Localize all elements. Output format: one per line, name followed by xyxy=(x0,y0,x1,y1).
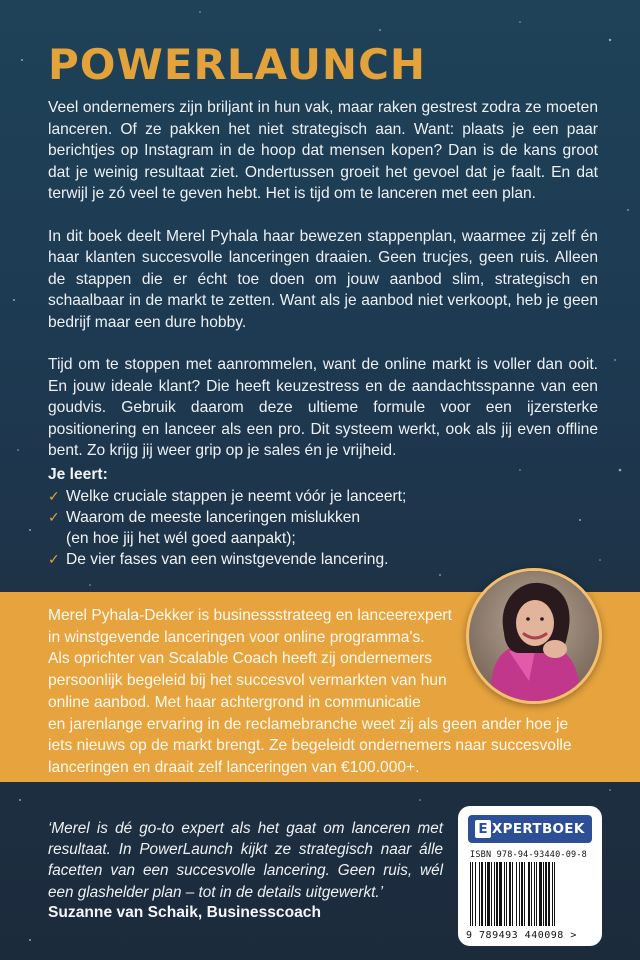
book-title: POWERLAUNCH xyxy=(48,40,427,89)
bio-line: Merel Pyhala-Dekker is businessstrateeg en lanceerexpert xyxy=(48,607,452,624)
logo-text: XPERTBOEK xyxy=(491,821,585,837)
check-icon: ✓ xyxy=(48,488,60,504)
list-item xyxy=(48,507,598,549)
list-item-text: De vier fases van een winstgevende lancering. xyxy=(66,551,389,568)
barcode-digits: 9 789493 440098 > xyxy=(466,930,577,941)
barcode xyxy=(468,862,592,928)
bio-line: Als oprichter van Scalable Coach heeft zij ondernemers xyxy=(48,650,432,668)
bio-line: iets nieuws op de markt brengt. Ze begeleidt ondernemers naar succesvolle xyxy=(48,737,572,755)
testimonial-author: Suzanne van Schaik, Businesscoach xyxy=(48,904,321,921)
check-icon: ✓ xyxy=(48,509,60,525)
check-icon: ✓ xyxy=(48,551,60,567)
isbn-label: ISBN 978-94-93440-09-8 xyxy=(470,850,587,860)
list-item-subtext: (en hoe jij het wél goed aanpakt); xyxy=(66,530,296,547)
bio-line: en jarenlange ervaring in de reclamebranche weet zij als geen ander hoe je xyxy=(48,715,569,733)
learn-section xyxy=(48,464,598,570)
description xyxy=(48,97,598,483)
list-item-text: Waarom de meeste lanceringen mislukken xyxy=(66,509,361,526)
bio-line: in winstgevende lanceringen voor online programma's. xyxy=(48,628,425,646)
logo-mark: E xyxy=(475,820,491,838)
publisher-logo xyxy=(468,815,592,843)
list-item xyxy=(48,549,598,570)
learn-list xyxy=(48,486,598,570)
bio-line: online aanbod. Met haar achtergrond in communicatie xyxy=(48,693,421,711)
testimonial-quote: ‘Merel is dé go-to expert als het gaat om lanceren met resultaat. In PowerLaunch kijkt ze strategisch naar álle facetten van een succesvolle lancering. Geen ruis, wél een glashelder plan – tot in de details uitgewerkt.’ xyxy=(48,820,443,901)
isbn-panel xyxy=(458,806,602,946)
paragraph: Tijd om te stoppen met aanrommelen, want de online markt is voller dan ooit. En jouw ideale klant? Die heeft keuzestress en de aandachtsspanne van een goudvis. Gebruik daarom deze ultieme formule voor een ijzersterke positionering en lanceer als een pro. Dit systeem werkt, ook als jij even offline bent. Zo krijg jij weer grip op je sales én je vrijheid. xyxy=(48,356,598,459)
list-item-text: Welke cruciale stappen je neemt vóór je lanceert; xyxy=(66,488,407,505)
list-item xyxy=(48,486,598,507)
paragraph: In dit boek deelt Merel Pyhala haar bewezen stappenplan, waarmee zij zelf én haar klanten succesvolle lanceringen draaien. Geen trucjes, geen ruis. Alleen de stappen die er écht toe doen om jouw aanbod slim, strategisch en schaalbaar in de markt te zetten. Want als je aanbod niet verkoopt, heb je geen bedrijf maar een dure hobby. xyxy=(48,227,598,331)
bio-line: persoonlijk begeleid bij het succesvol vermarkten van hun xyxy=(48,672,447,690)
bio-line: lanceringen en draait zelf lanceringen van €100.000+. xyxy=(48,758,420,776)
paragraph: Veel ondernemers zijn briljant in hun vak, maar raken gestrest zodra ze moeten lanceren. Of ze pakken het niet strategisch aan. Want: plaats je een paar berichtjes op Instagram in de hoop dat mensen kopen? Dan is de kans groot dat je weinig resultaat ziet. Ondertussen groeit het gevoel dat je faalt. En dat terwijl je zó veel te geven hebt. Het is tijd om te lanceren met een plan. xyxy=(48,99,598,202)
learn-heading: Je leert: xyxy=(48,466,108,483)
author-photo xyxy=(466,568,602,704)
